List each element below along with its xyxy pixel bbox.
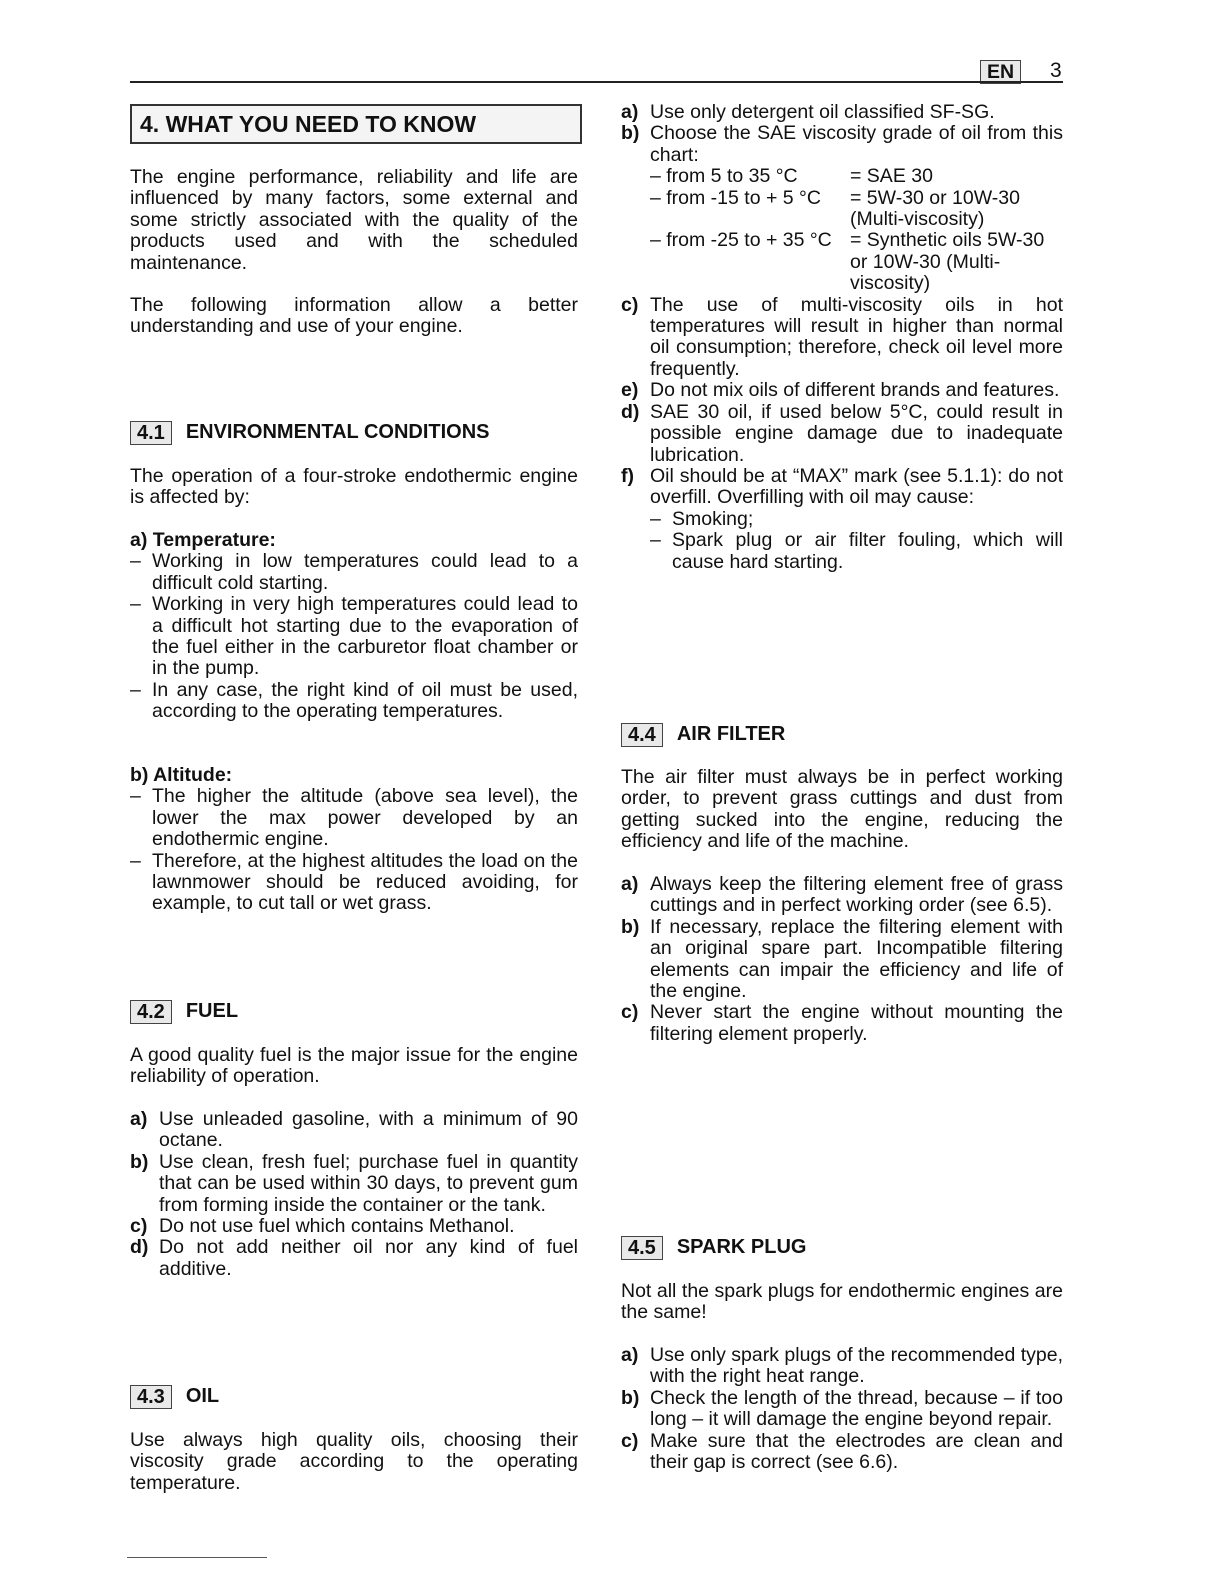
list-item: f) Oil should be at “MAX” mark (see 5.1.1): do not overfill. Overfilling with oil may cause: xyxy=(621,464,1063,509)
list-item: c) Make sure that the electrodes are clean and their gap is correct (see 6.6). xyxy=(621,1429,1063,1474)
subheading: a) Temperature: xyxy=(130,529,276,551)
list-item: – Smoking; xyxy=(650,507,754,530)
section-number: 4.5 xyxy=(621,1236,663,1260)
altitude-block xyxy=(130,765,578,915)
list-item: – Working in low temperatures could lead to a difficult cold starting. xyxy=(130,550,578,594)
item-text: The higher the altitude (above sea level), the lower the max power developed by an endothermic engine. xyxy=(152,785,578,851)
section-title: AIR FILTER xyxy=(676,723,786,746)
section-title: SPARK PLUG xyxy=(676,1236,807,1259)
item-text: Working in very high temperatures could lead to a difficult hot starting due to the evaporation of the fuel either in the carburetor float chamber or in the pump. xyxy=(152,593,578,680)
list-item: b) Use clean, fresh fuel; purchase fuel in quantity that can be used within 30 days, to prevent gum from forming inside the container or the tank. xyxy=(130,1150,578,1216)
chart-row: – from 5 to 35 °C = SAE 30 xyxy=(650,165,933,188)
section-title: ENVIRONMENTAL CONDITIONS xyxy=(185,421,490,444)
list-item: d) SAE 30 oil, if used below 5°C, could result in possible engine damage due to inadequate lubrication. xyxy=(621,400,1063,466)
item-text: Working in low temperatures could lead to a difficult cold starting. xyxy=(152,550,578,594)
list-item: c) Do not use fuel which contains Methanol. xyxy=(130,1215,515,1238)
chapter-title: 4. WHAT YOU NEED TO KNOW xyxy=(130,104,582,144)
oil-list xyxy=(621,102,1063,573)
footer-link-underline xyxy=(127,1557,267,1558)
section-heading-4-2 xyxy=(130,1000,578,1024)
section-number: 4.1 xyxy=(130,421,172,445)
intro-paragraph: The following information allow a better understanding and use of your engine. xyxy=(130,294,578,338)
overfill-effects xyxy=(621,509,1063,573)
list-item: d) Do not add neither oil nor any kind of fuel additive. xyxy=(130,1236,578,1280)
spark-plug-list xyxy=(621,1345,1063,1473)
section-text: Not all the spark plugs for endothermic engines are the same! xyxy=(621,1280,1063,1324)
chart-row: – from -15 to + 5 °C = 5W-30 or 10W-30 (Multi-viscosity) xyxy=(650,186,1020,231)
section-text: A good quality fuel is the major issue for the engine reliability of operation. xyxy=(130,1044,578,1088)
list-item: – Working in very high temperatures could lead to a difficult hot starting due to the evaporation of the fuel either in the carburetor float chamber or in the pump. xyxy=(130,593,578,680)
viscosity-chart xyxy=(621,166,1063,294)
header-rule xyxy=(130,81,1063,83)
list-item: c) Never start the engine without mounting the filtering element properly. xyxy=(621,1001,1063,1045)
section-heading-4-4 xyxy=(621,723,1063,747)
list-item: – In any case, the right kind of oil must be used, according to the operating temperatures. xyxy=(130,678,578,723)
fuel-list xyxy=(130,1109,578,1280)
section-text: The air filter must always be in perfect working order, to prevent grass cuttings and dust from getting sucked into the engine, reducing the efficiency and life of the machine. xyxy=(621,766,1063,853)
list-item: a) Use only detergent oil classified SF-SG. xyxy=(621,101,995,123)
list-item: c) The use of multi-viscosity oils in hot temperatures will result in higher than normal oil consumption; therefore, check oil level more frequently. xyxy=(621,293,1063,380)
list-item: – Therefore, at the highest altitudes the load on the lawnmower should be reduced avoiding, for example, to cut tall or wet grass. xyxy=(130,849,578,915)
list-item: e) Do not mix oils of different brands and features. xyxy=(621,379,1060,402)
section-text: The operation of a four-stroke endothermic engine is affected by: xyxy=(130,465,578,509)
subheading: b) Altitude: xyxy=(130,764,233,786)
section-title: FUEL xyxy=(185,1000,239,1023)
section-text: Use always high quality oils, choosing their viscosity grade according to the operating temperature. xyxy=(130,1429,578,1494)
item-text: Therefore, at the highest altitudes the load on the lawnmower should be reduced avoiding, for example, to cut tall or wet grass. xyxy=(152,849,578,915)
section-number: 4.2 xyxy=(130,1000,172,1024)
air-filter-list xyxy=(621,874,1063,1045)
page-number: 3 xyxy=(1050,59,1062,82)
section-heading-4-1 xyxy=(130,421,578,445)
language-code: EN xyxy=(980,60,1021,84)
item-text: In any case, the right kind of oil must be used, according to the operating temperatures. xyxy=(152,678,578,723)
section-heading-4-5 xyxy=(621,1236,1063,1260)
list-item: b) Choose the SAE viscosity grade of oil from this chart: xyxy=(621,122,1063,166)
section-heading-4-3 xyxy=(130,1385,578,1409)
intro-paragraph: The engine performance, reliability and life are influenced by many factors, some external and some strictly associated with the quality of the products used and with the scheduled maintenance. xyxy=(130,166,578,274)
list-item: a) Always keep the filtering element free of grass cuttings and in perfect working order (see 6.5). xyxy=(621,873,1063,917)
section-number: 4.3 xyxy=(130,1385,172,1409)
list-item: – The higher the altitude (above sea level), the lower the max power developed by an endothermic engine. xyxy=(130,785,578,851)
temperature-block xyxy=(130,530,578,723)
list-item: a) Use only spark plugs of the recommended type, with the right heat range. xyxy=(621,1344,1063,1388)
list-item: b) If necessary, replace the filtering element with an original spare part. Incompatible filtering elements can impair the efficiency and life of the engine. xyxy=(621,915,1063,1003)
section-title: OIL xyxy=(185,1385,220,1408)
list-item: a) Use unleaded gasoline, with a minimum of 90 octane. xyxy=(130,1108,578,1152)
chart-row: – from -25 to + 35 °C = Synthetic oils 5W-30 or 10W-30 (Multi-viscosity) xyxy=(650,229,1045,295)
list-item: b) Check the length of the thread, because – if too long – it will damage the engine beyond repair. xyxy=(621,1386,1063,1431)
list-item: – Spark plug or air filter fouling, which will cause hard starting. xyxy=(650,529,1063,573)
section-number: 4.4 xyxy=(621,723,663,747)
